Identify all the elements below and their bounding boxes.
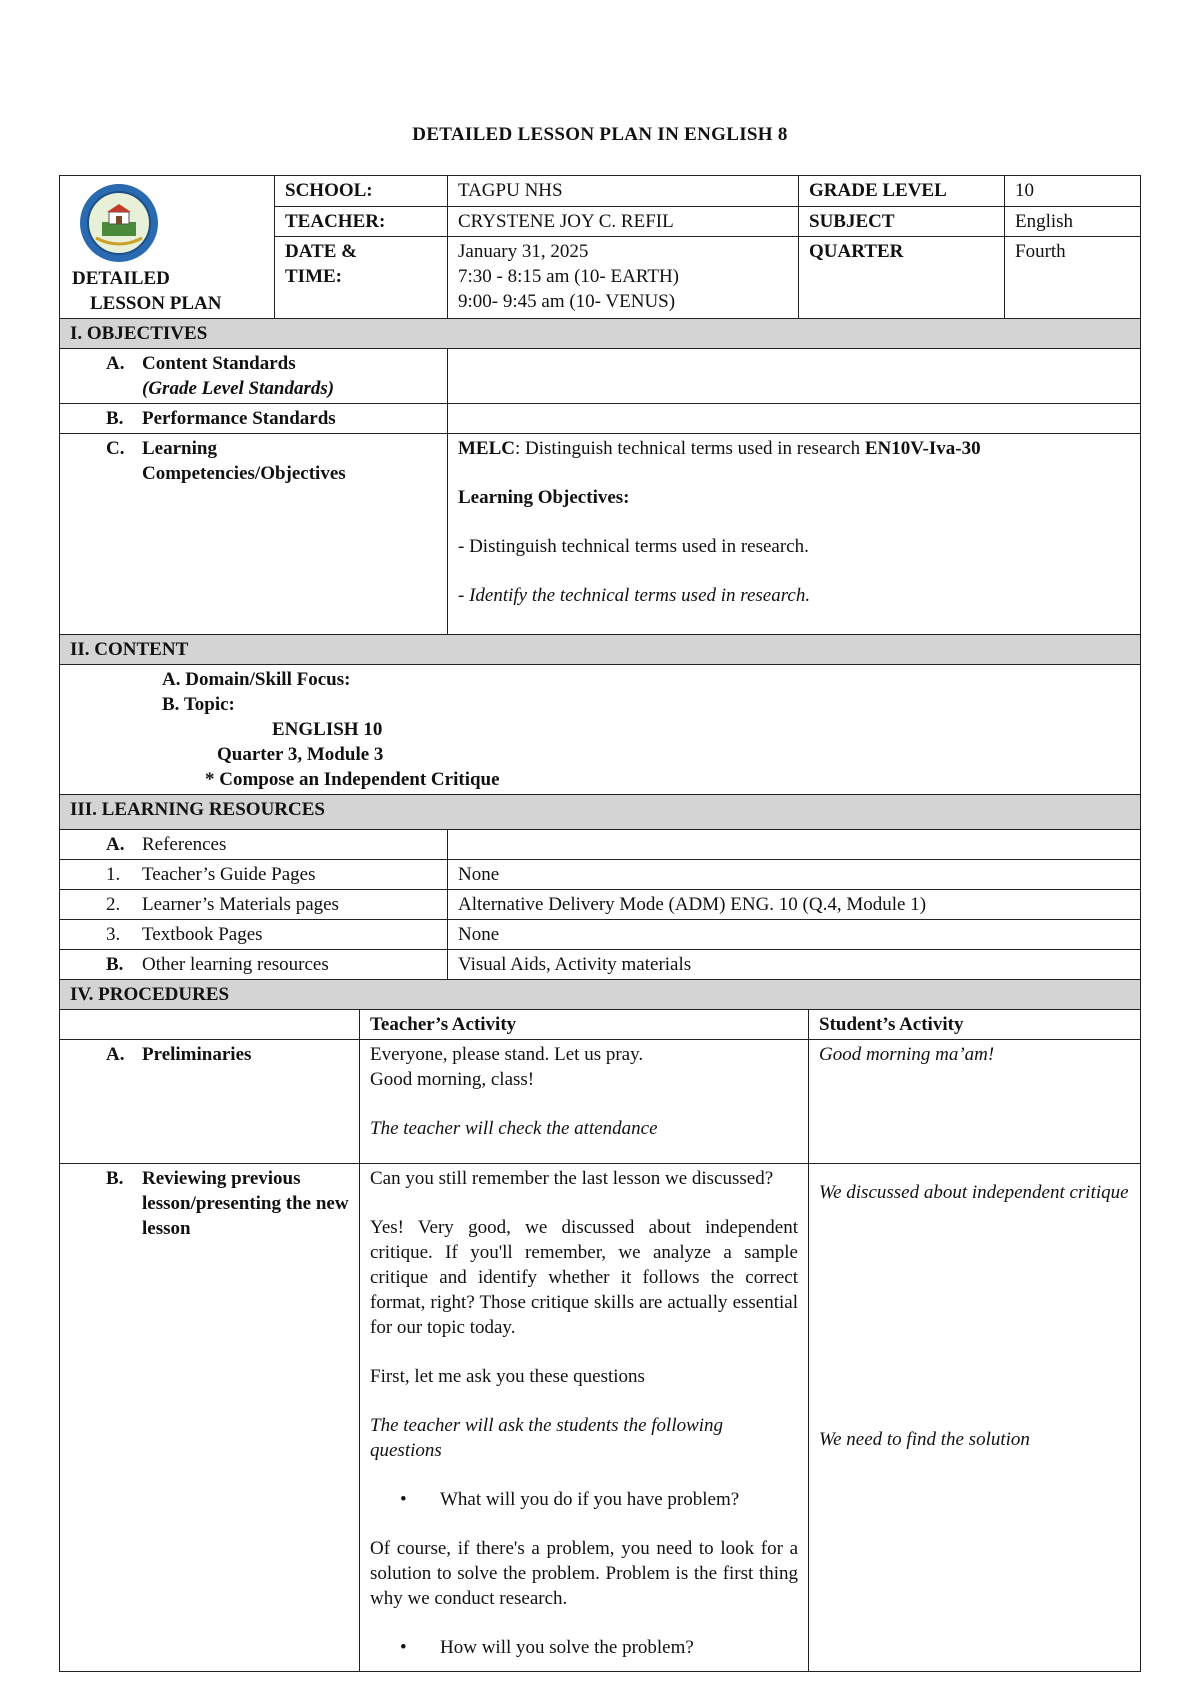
teacher-line: First, let me ask you these questions — [370, 1366, 645, 1387]
resource-label: References — [142, 834, 227, 855]
subject-value: English — [1005, 206, 1141, 237]
resource-value: Alternative Delivery Mode (ADM) ENG. 10 (Q.4, Module 1) — [448, 890, 1141, 920]
preliminaries-title: Preliminaries — [142, 1044, 252, 1065]
teacher-line: Everyone, please stand. Let us pray. — [370, 1044, 644, 1065]
quarter-value: Fourth — [1005, 237, 1141, 319]
resource-row-label — [60, 890, 448, 920]
teacher-line: The teacher will check the attendance — [370, 1118, 658, 1139]
content-heading: II. CONTENT — [60, 635, 1141, 665]
grade-level-value: 10 — [1005, 176, 1141, 207]
learning-competencies-num: C. — [106, 438, 125, 459]
resource-row-label — [60, 920, 448, 950]
performance-standards-title: Performance Standards — [142, 408, 336, 429]
resource-label: Other learning resources — [142, 954, 329, 975]
bullet-icon: • — [400, 1489, 407, 1510]
performance-standards-num: B. — [106, 408, 124, 429]
topic-quarter-module: Quarter 3, Module 3 — [217, 744, 384, 765]
procedures-heading: IV. PROCEDURES — [60, 980, 1141, 1010]
teacher-value: CRYSTENE JOY C. REFIL — [448, 206, 799, 237]
content-standards-value — [448, 349, 1141, 404]
logo-caption-line1: DETAILED — [72, 268, 170, 289]
learning-competencies-title-1: Learning — [142, 438, 217, 459]
grade-level-label: GRADE LEVEL — [799, 176, 1005, 207]
reviewing-num: B. — [106, 1168, 124, 1189]
school-label: SCHOOL: — [275, 176, 448, 207]
preliminaries-num: A. — [106, 1044, 125, 1065]
content-standards-sub: (Grade Level Standards) — [142, 378, 335, 399]
resource-row-label — [60, 830, 448, 860]
melc-code: EN10V-Iva-30 — [864, 438, 981, 459]
preliminaries-student: Good morning ma’am! — [809, 1040, 1141, 1164]
preliminaries-label — [60, 1040, 360, 1164]
teacher-line: Of course, if there's a problem, you need to look for a solution to solve the problem. Problem is the first thing why we conduct research. — [370, 1538, 798, 1609]
reviewing-teacher — [360, 1164, 809, 1672]
performance-standards-value — [448, 404, 1141, 434]
logo-caption-line2: LESSON PLAN — [90, 293, 222, 314]
content-standards-label — [60, 349, 448, 404]
learning-competencies-title-2: Competencies/Objectives — [142, 463, 346, 484]
learning-objectives-heading: Learning Objectives: — [458, 487, 630, 508]
resource-value: Visual Aids, Activity materials — [448, 950, 1141, 980]
reviewing-label — [60, 1164, 360, 1672]
learning-objective-2: - Identify the technical terms used in research. — [458, 585, 811, 606]
school-seal-icon — [78, 182, 160, 264]
reviewing-student — [809, 1164, 1141, 1672]
lesson-plan-table — [59, 175, 1141, 1672]
date-label-line2: TIME: — [285, 266, 342, 288]
teacher-line: Good morning, class! — [370, 1069, 535, 1090]
topic-title: * Compose an Independent Critique — [205, 769, 500, 790]
date-time-label — [275, 237, 448, 319]
student-answer: We need to find the solution — [819, 1429, 1030, 1450]
content-body — [60, 665, 1141, 795]
teacher-label: TEACHER: — [275, 206, 448, 237]
resource-row-label — [60, 860, 448, 890]
reviewing-title: Reviewing previous lesson/presenting the new lesson — [142, 1168, 349, 1239]
topic-subject: ENGLISH 10 — [272, 719, 383, 740]
teacher-line: Yes! Very good, we discussed about independent critique. If you'll remember, we analyze a sample critique and identify whether it follows the correct format, right? Those critique skills are actually essential for our topic today. — [370, 1217, 798, 1338]
resource-value: None — [448, 920, 1141, 950]
content-standards-num: A. — [106, 353, 125, 374]
time-value-2: 9:00- 9:45 am (10- VENUS) — [458, 291, 676, 313]
resource-row-label — [60, 950, 448, 980]
student-activity-header: Student’s Activity — [809, 1010, 1141, 1040]
preliminaries-teacher — [360, 1040, 809, 1164]
date-time-value — [448, 237, 799, 319]
melc-text: : Distinguish technical terms used in research — [515, 438, 865, 459]
resource-num: A. — [106, 834, 125, 855]
date-label-line1: DATE & — [285, 241, 357, 263]
date-value: January 31, 2025 — [458, 241, 589, 263]
learning-objective-1: - Distinguish technical terms used in research. — [458, 536, 809, 557]
document-title: DETAILED LESSON PLAN IN ENGLISH 8 — [412, 124, 788, 145]
resource-value: None — [448, 860, 1141, 890]
procedures-blank-header — [60, 1010, 360, 1040]
learning-competencies-value — [448, 434, 1141, 635]
content-standards-title: Content Standards — [142, 353, 296, 374]
teacher-line: The teacher will ask the students the following questions — [370, 1415, 724, 1461]
student-answer: We discussed about independent critique — [819, 1182, 1129, 1203]
melc-label: MELC — [458, 438, 515, 459]
time-value-1: 7:30 - 8:15 am (10- EARTH) — [458, 266, 680, 288]
resource-num: 1. — [106, 864, 121, 885]
quarter-label: QUARTER — [799, 237, 1005, 319]
question-text: How will you solve the problem? — [440, 1637, 694, 1658]
resource-num: B. — [106, 954, 124, 975]
school-value: TAGPU NHS — [448, 176, 799, 207]
teacher-activity-header: Teacher’s Activity — [360, 1010, 809, 1040]
domain-skill-focus: A. Domain/Skill Focus: — [162, 669, 351, 690]
logo-cell — [60, 176, 275, 319]
bullet-icon: • — [400, 1637, 407, 1658]
question-bullet — [370, 1635, 798, 1660]
learning-resources-heading: III. LEARNING RESOURCES — [60, 795, 1141, 830]
performance-standards-label — [60, 404, 448, 434]
topic-label: B. Topic: — [162, 694, 235, 715]
objectives-heading: I. OBJECTIVES — [60, 319, 1141, 349]
resource-num: 3. — [106, 924, 121, 945]
teacher-line: Can you still remember the last lesson we discussed? — [370, 1168, 774, 1189]
subject-label: SUBJECT — [799, 206, 1005, 237]
question-bullet — [370, 1487, 798, 1512]
resource-value — [448, 830, 1141, 860]
resource-num: 2. — [106, 894, 121, 915]
learning-competencies-label — [60, 434, 448, 635]
question-text: What will you do if you have problem? — [440, 1489, 740, 1510]
resource-label: Teacher’s Guide Pages — [142, 864, 316, 885]
resource-label: Textbook Pages — [142, 924, 263, 945]
resource-label: Learner’s Materials pages — [142, 894, 339, 915]
